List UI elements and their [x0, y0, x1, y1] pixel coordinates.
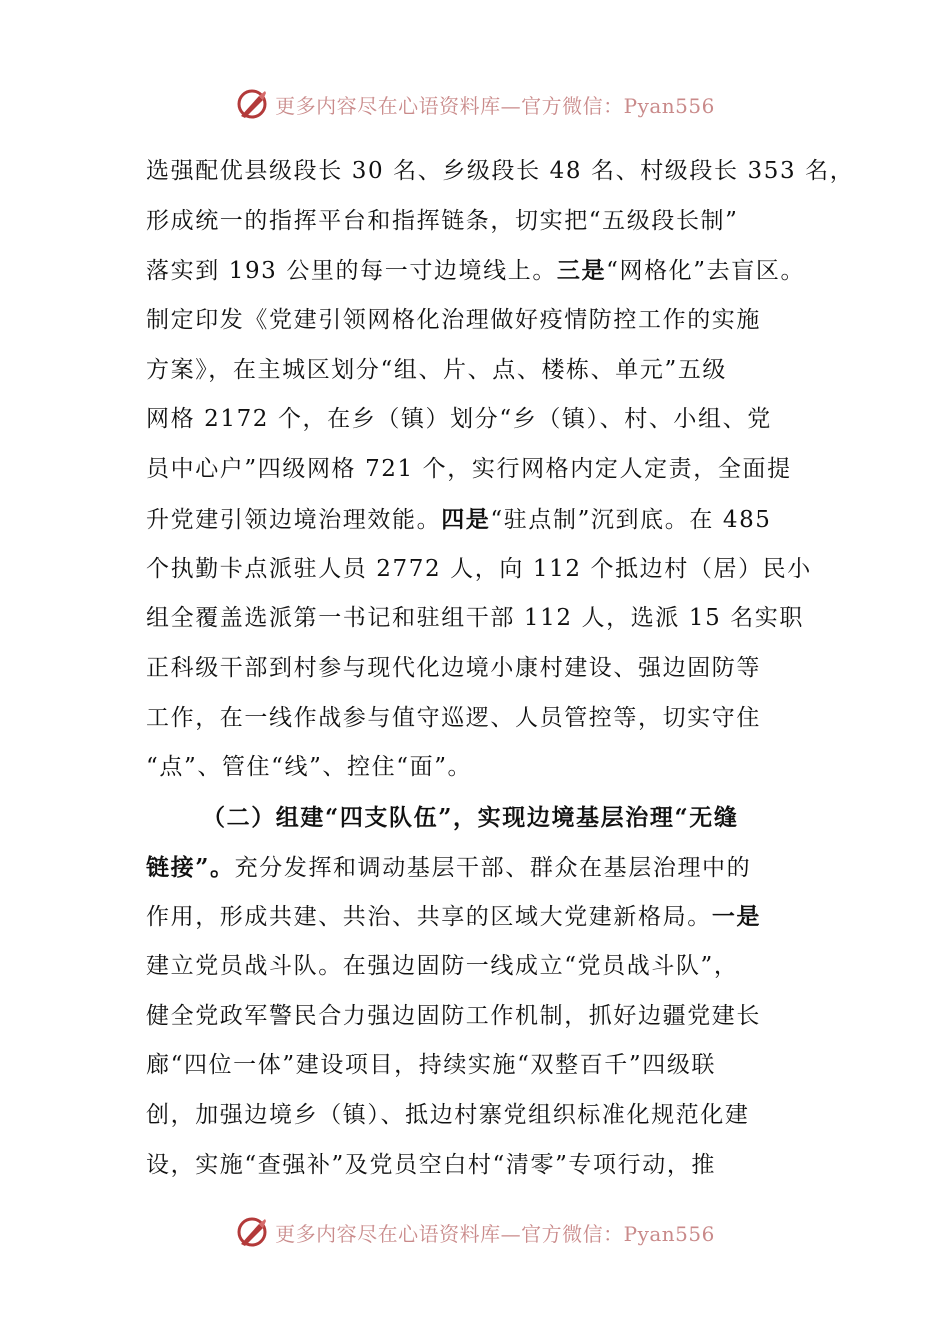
- text-segment: 制定印发《党建引领网格化治理做好疫情防控工作的实施: [146, 307, 761, 334]
- text-segment: 健全党政军警民合力强边固防工作机制，抓好边疆党建长: [146, 1002, 761, 1029]
- text-line: [146, 545, 826, 595]
- text-line: [146, 395, 826, 445]
- bold-text-segment: 链接”。: [146, 853, 235, 881]
- text-line: [146, 843, 826, 893]
- text-line: [146, 892, 826, 942]
- text-segment: 创，加强边境乡（镇）、抵边村寨党组织标准化规范化建: [146, 1102, 750, 1129]
- bold-text-segment: 四是: [441, 505, 491, 533]
- text-line: [146, 1141, 826, 1191]
- pen-nib-logo-icon: [235, 1215, 269, 1249]
- text-segment: 设，实施“查强补”及党员空白村“清零”专项行动，推: [146, 1151, 717, 1178]
- text-segment: 员中心户”四级网格 721 个，实行网格内定人定责，全面提: [146, 456, 792, 483]
- text-line: [146, 445, 826, 495]
- text-segment: 升党建引领边境治理效能。: [146, 506, 442, 533]
- text-line: [146, 743, 826, 793]
- text-segment: 充分发挥和调动基层干部、群众在基层治理中的: [234, 854, 752, 881]
- text-line: [146, 694, 826, 744]
- text-segment: 作用，形成共建、共治、共享的区域大党建新格局。: [146, 904, 712, 931]
- text-segment: “网格化”去盲区。: [606, 258, 806, 285]
- text-segment: 选强配优县级段长 30 名、乡级段长 48 名、村级段长 353 名，: [146, 158, 855, 184]
- text-line: [146, 1041, 826, 1091]
- text-line: [146, 197, 826, 247]
- text-line: [146, 296, 826, 346]
- text-line: [146, 495, 826, 545]
- document-body: [146, 147, 855, 1190]
- bold-text-segment: 一是: [711, 903, 762, 931]
- text-line: [146, 942, 826, 992]
- text-segment: 形成统一的指挥平台和指挥链条，切实把“五级段长制”: [146, 207, 739, 234]
- text-segment: 方案》，在主城区划分“组、片、点、楼栋、单元”五级: [146, 356, 728, 383]
- footer-watermark-text: 更多内容尽在心语资料库—官方微信：Pyan556: [275, 1221, 715, 1246]
- bold-text-segment: 三是: [556, 257, 607, 285]
- text-segment: 正科级干部到村参与现代化边境小康村建设、强边固防等: [146, 654, 761, 681]
- text-segment: 建立党员战斗队。在强边固防一线成立“党员战斗队”，: [146, 953, 739, 979]
- text-segment: “驻点制”沉到底。在 485: [490, 506, 772, 533]
- text-segment: 个执勤卡点派驻人员 2772 人，向 112 个抵边村（居）民小: [146, 555, 812, 582]
- text-line: [146, 147, 855, 197]
- text-segment: 工作，在一线作战参与值守巡逻、人员管控等，切实守住: [146, 704, 761, 731]
- text-segment: “点”、管住“线”、控住“面”。: [146, 754, 473, 781]
- footer-watermark-banner: [0, 1210, 950, 1254]
- text-line: [146, 246, 826, 296]
- text-segment: 组全覆盖选派第一书记和驻组干部 112 人，选派 15 名实职: [146, 605, 805, 632]
- text-segment: 廊“四位一体”建设项目，持续实施“双整百千”四级联: [146, 1052, 717, 1079]
- header-watermark-text: 更多内容尽在心语资料库—官方微信：Pyan556: [275, 93, 715, 118]
- text-line: [146, 346, 826, 396]
- text-line: [146, 1091, 826, 1141]
- text-line: [146, 644, 826, 694]
- bold-text-segment: （二）组建“四支队伍”，实现边境基层治理“无缝: [202, 803, 739, 831]
- text-line: [146, 992, 826, 1042]
- text-segment: 网格 2172 个，在乡（镇）划分“乡（镇）、村、小组、党: [146, 406, 772, 433]
- text-line: [146, 793, 826, 843]
- text-segment: 落实到 193 公里的每一寸边境线上。: [146, 258, 557, 285]
- pen-nib-logo-icon: [235, 87, 269, 121]
- text-line: [146, 594, 826, 644]
- header-watermark-banner: [0, 82, 950, 126]
